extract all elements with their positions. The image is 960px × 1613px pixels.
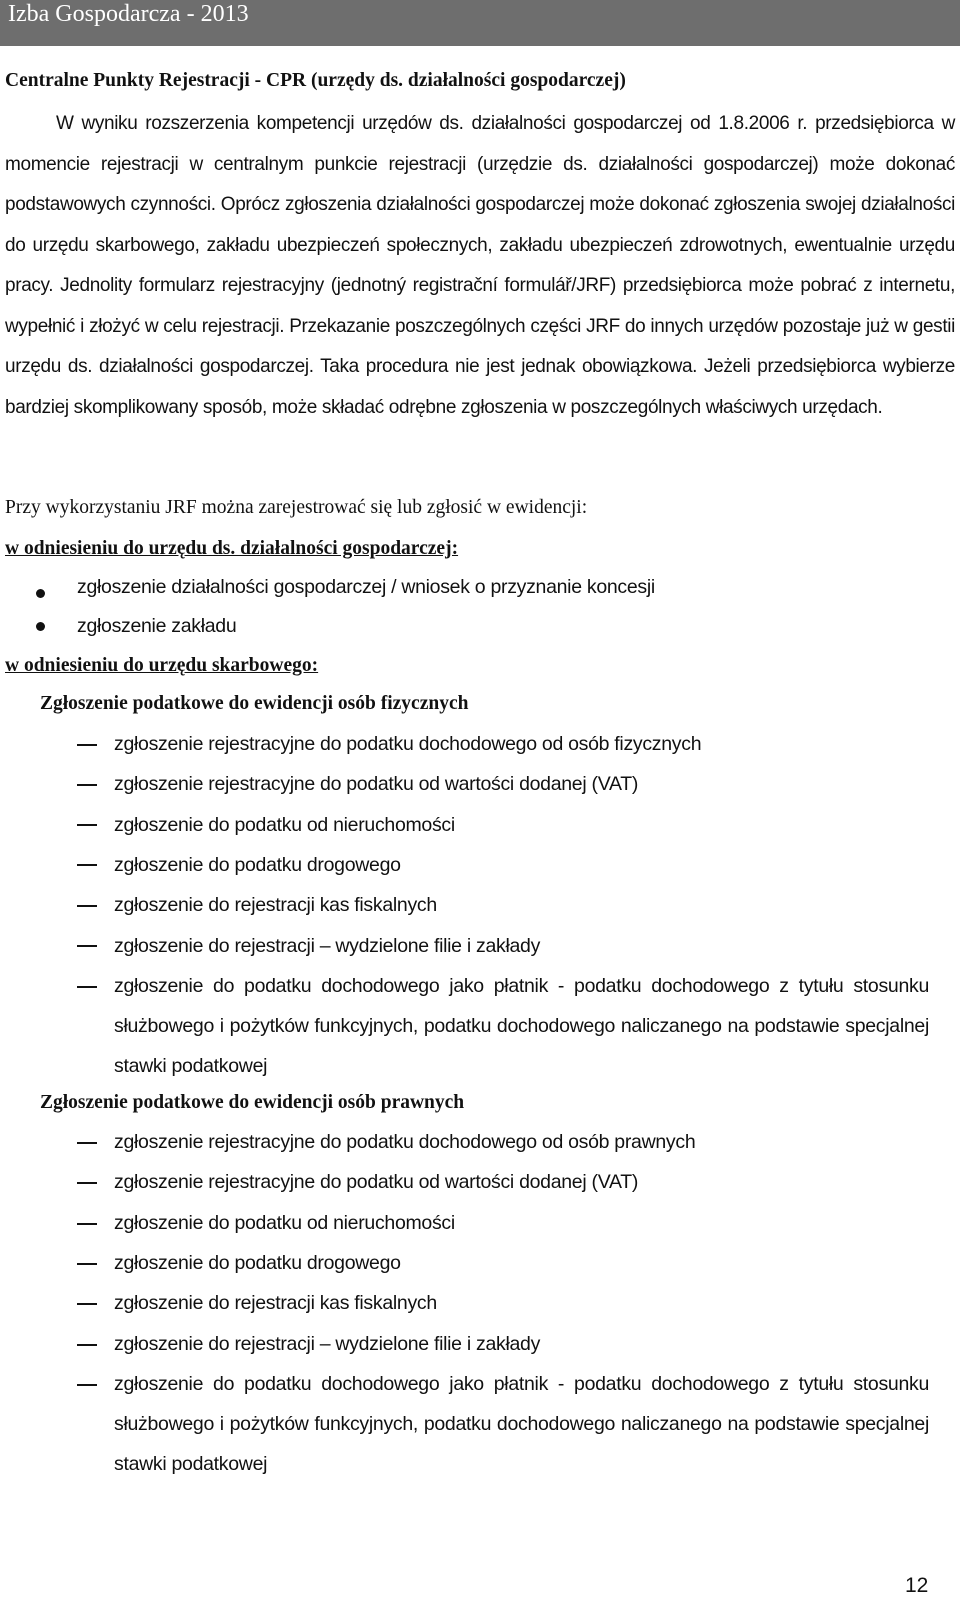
dash-icon	[77, 784, 97, 786]
tax-office-heading: w odniesieniu do urzędu skarbowego:	[5, 655, 319, 676]
dash-icon	[77, 744, 97, 746]
page-number: 12	[905, 1574, 929, 1597]
dash-icon	[77, 864, 97, 866]
legal-persons-heading: Zgłoszenie podatkowe do ewidencji osób prawnych	[40, 1092, 465, 1113]
list-item: zgłoszenie do podatku dochodowego jako płatnik - podatku dochodowego z tytułu stosunku służbowego i pożytków funkcyjnych, podatku dochodowego naliczanego na podstawie specjalnej stawki podatkowej	[114, 1373, 929, 1475]
dash-icon	[77, 905, 97, 907]
list-item: zgłoszenie do podatku drogowego	[114, 1252, 401, 1274]
dash-icon	[77, 1303, 97, 1305]
jrf-line: Przy wykorzystaniu JRF można zarejestrować się lub zgłosić w ewidencji:	[5, 497, 588, 518]
business-office-heading: w odniesieniu do urzędu ds. działalności gospodarczej:	[5, 538, 459, 559]
dash-icon	[77, 1142, 97, 1144]
list-item: zgłoszenie do rejestracji kas fiskalnych	[114, 1292, 437, 1314]
list-item: zgłoszenie do rejestracji – wydzielone filie i zakłady	[114, 1333, 541, 1355]
intro-paragraph-text: W wyniku rozszerzenia kompetencji urzędów ds. działalności gospodarczej od 1.8.2006 r. przedsiębiorca w momencie rejestracji w centralnym punkcie rejestracji (urzędzie ds. działalności gospodarczej) może dokonać podstawowych czynności. Oprócz zgłoszenia działalności gospodarczej może dokonać zgłoszenia swojej działalności do urzędu skarbowego, zakładu ubezpieczeń społecznych, zakładu ubezpieczeń zdrowotnych, ewentualnie urzędu pracy. Jednolity formularz rejestracyjny (jednotný registrační formulář/JRF) przedsiębiorca może pobrać z internetu, wypełnić i złożyć w celu rejestracji. Przekazanie poszczególnych części JRF do innych urzędów pozostaje już w gestii urzędu ds. działalności gospodarczej. Taka procedura nie jest jednak obowiązkowa. Jeżeli przedsiębiorca wybierze bardziej skomplikowany sposób, może składać odrębne zgłoszenia w poszczególnych właściwych urzędach.	[5, 113, 955, 418]
list-item: zgłoszenie rejestracyjne do podatku od wartości dodanej (VAT)	[114, 773, 639, 795]
dash-icon	[77, 1182, 97, 1184]
list-item: zgłoszenie do rejestracji kas fiskalnych	[114, 894, 437, 916]
list-item: zgłoszenie do rejestracji – wydzielone filie i zakłady	[114, 935, 541, 957]
intro-paragraph	[5, 104, 955, 428]
dash-icon	[77, 1263, 97, 1265]
dash-icon	[77, 986, 97, 988]
list-item: zgłoszenie zakładu	[77, 615, 237, 637]
bullet-icon	[36, 589, 45, 598]
list-item: zgłoszenie rejestracyjne do podatku dochodowego od osób prawnych	[114, 1131, 696, 1153]
list-item: zgłoszenie do podatku dochodowego jako płatnik - podatku dochodowego z tytułu stosunku służbowego i pożytków funkcyjnych, podatku dochodowego naliczanego na podstawie specjalnej stawki podatkowej	[114, 975, 929, 1077]
list-item: zgłoszenie do podatku od nieruchomości	[114, 814, 455, 836]
natural-persons-heading: Zgłoszenie podatkowe do ewidencji osób fizycznych	[40, 693, 469, 714]
header-bar	[0, 0, 960, 46]
dash-icon	[77, 945, 97, 947]
dash-icon	[77, 1384, 97, 1386]
list-item: zgłoszenie działalności gospodarczej / wniosek o przyznanie koncesji	[77, 576, 655, 598]
header-title: Izba Gospodarcza - 2013	[8, 1, 249, 27]
dash-icon	[77, 1344, 97, 1346]
section-title: Centralne Punkty Rejestracji - CPR (urzędy ds. działalności gospodarczej)	[5, 70, 626, 91]
list-item: zgłoszenie rejestracyjne do podatku dochodowego od osób fizycznych	[114, 733, 702, 755]
list-item: zgłoszenie do podatku drogowego	[114, 854, 401, 876]
list-item: zgłoszenie rejestracyjne do podatku od wartości dodanej (VAT)	[114, 1171, 639, 1193]
bullet-icon	[36, 622, 45, 631]
dash-icon	[77, 1223, 97, 1225]
dash-icon	[77, 824, 97, 826]
list-item: zgłoszenie do podatku od nieruchomości	[114, 1212, 455, 1234]
